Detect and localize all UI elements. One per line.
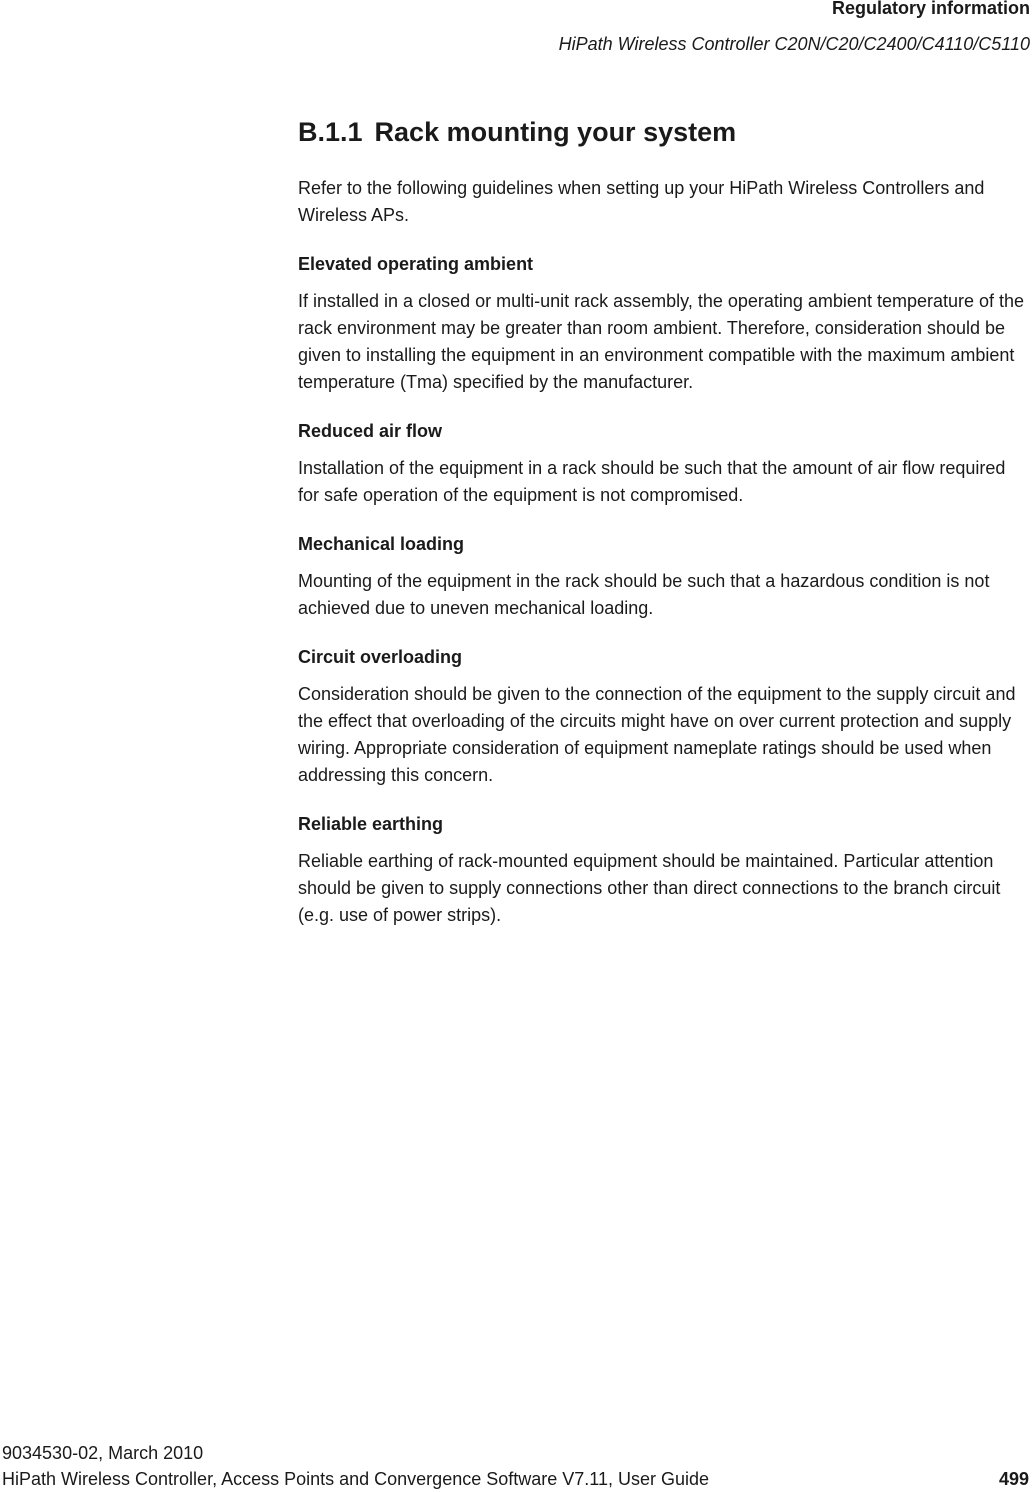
page-number: 499 — [998, 1469, 1029, 1489]
section-intro: Refer to the following guidelines when setting up your HiPath Wireless Controllers and Wireless APs. — [298, 178, 985, 225]
subsection-heading: Elevated operating ambient — [298, 254, 534, 274]
subsection-heading: Mechanical loading — [298, 534, 465, 554]
footer-doc-id: 9034530-02, March 2010 — [2, 1443, 204, 1463]
main-content — [298, 114, 1030, 929]
subsection-text: Reliable earthing of rack-mounted equipment should be maintained. Particular attention should be given to supply connections other than direct connections to the branch circuit (e.g. use of power strips). — [298, 851, 1001, 925]
section-title: Rack mounting your system — [374, 117, 737, 147]
footer — [2, 1440, 709, 1492]
subsection-text: If installed in a closed or multi-unit rack assembly, the operating ambient temperature of the rack environment may be greater than room ambient. Therefore, consideration should be given to installing the equipment in an environment compatible with the maximum ambient temperature (Tma) specified by the manufacturer. — [298, 291, 1025, 392]
footer-guide-title: HiPath Wireless Controller, Access Points and Convergence Software V7.11, User Guide — [2, 1469, 710, 1489]
section-heading — [298, 114, 1030, 150]
subsection-text: Mounting of the equipment in the rack should be such that a hazardous condition is not achieved due to uneven mechanical loading. — [298, 571, 990, 618]
subsection-reduced-air-flow — [298, 418, 1030, 509]
section-number: B.1.1 — [298, 117, 363, 147]
header-product-subtitle: HiPath Wireless Controller C20N/C20/C2400/C4110/C5110 — [558, 34, 1030, 54]
header-chapter-title: Regulatory information — [831, 0, 1030, 18]
subsection-heading: Reduced air flow — [298, 421, 443, 441]
subsection-heading: Circuit overloading — [298, 647, 463, 667]
subsection-reliable-earthing — [298, 811, 1030, 929]
subsection-text: Installation of the equipment in a rack should be such that the amount of air flow required for safe operation of the equipment is not compromised. — [298, 458, 1006, 505]
subsection-elevated-ambient — [298, 251, 1030, 396]
subsection-mechanical-loading — [298, 531, 1030, 622]
subsection-circuit-overloading — [298, 644, 1030, 789]
subsection-text: Consideration should be given to the connection of the equipment to the supply circuit and the effect that overloading of the circuits might have on over current protection and supply wiring. Appropriate consideration of equipment nameplate ratings should be used when addressing this concern. — [298, 684, 1016, 785]
subsection-heading: Reliable earthing — [298, 814, 444, 834]
